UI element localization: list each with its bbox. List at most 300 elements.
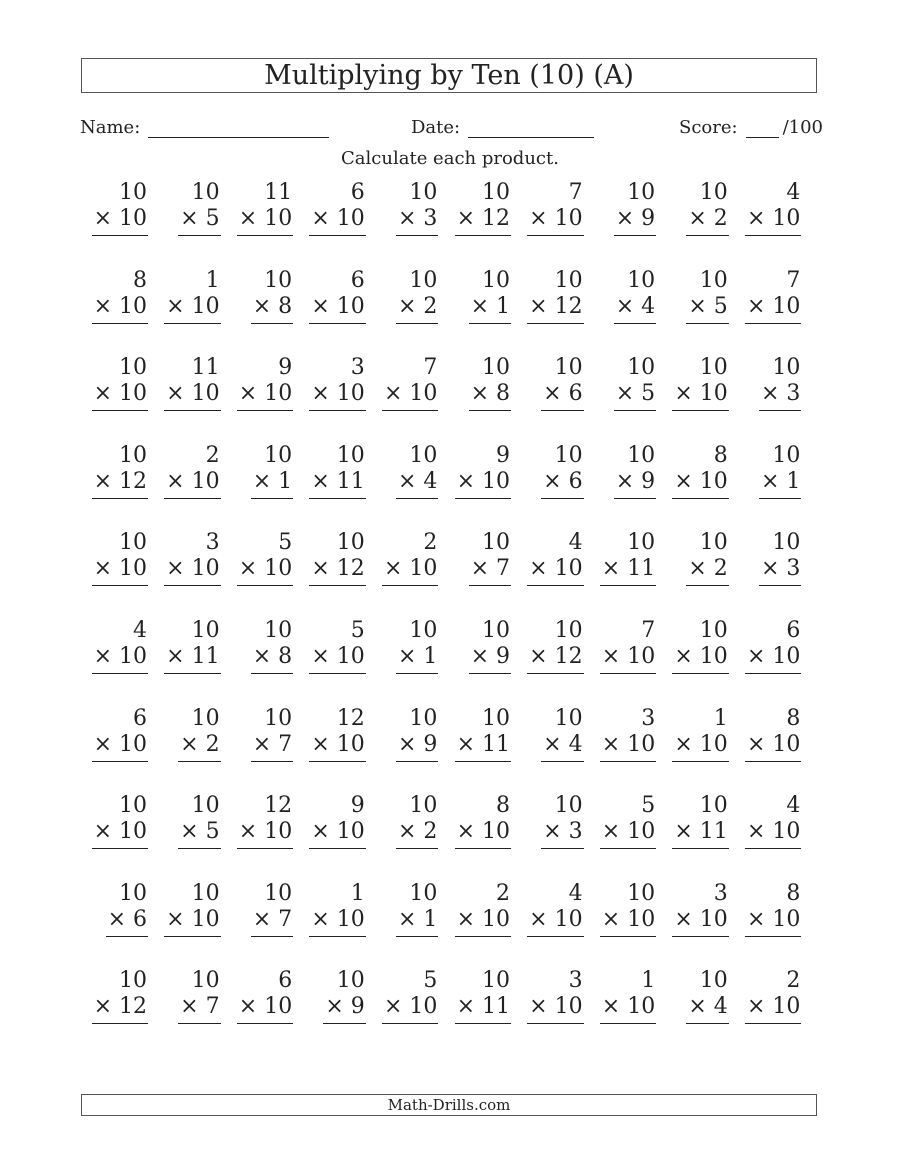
name-label: Name: (80, 117, 141, 138)
multiplicand: 10 (409, 618, 438, 643)
multiplicand: 10 (627, 267, 656, 293)
multiplicand: 6 (786, 618, 801, 643)
multiplicand: 3 (568, 968, 583, 994)
multiplier: × 10 (92, 646, 148, 674)
problem-item (227, 442, 293, 499)
multiplier: × 3 (759, 383, 801, 411)
multiplier: × 10 (745, 296, 801, 324)
multiplicand: 1 (350, 880, 365, 906)
multiplicand: 10 (772, 442, 801, 468)
multiplier: × 12 (527, 296, 583, 324)
multiplicand: 10 (191, 793, 220, 819)
multiplier: × 5 (614, 383, 656, 411)
multiplier: × 10 (237, 558, 293, 586)
date-label: Date: (411, 117, 461, 138)
problem-item (663, 267, 729, 324)
multiplicand: 10 (119, 180, 147, 205)
multiplicand: 7 (786, 267, 801, 293)
multiplier: × 10 (237, 208, 293, 236)
multiplicand: 8 (133, 267, 147, 293)
multiplier: × 1 (759, 471, 801, 499)
multiplicand: 5 (641, 793, 656, 819)
problem-item (590, 970, 656, 1024)
multiplier: × 2 (178, 734, 220, 762)
multiplier: × 10 (309, 646, 365, 674)
multiplicand: 10 (264, 705, 293, 731)
instruction-text: Calculate each product. (341, 148, 559, 169)
multiplicand: 10 (264, 442, 293, 468)
multiplier: × 10 (309, 909, 365, 937)
problem-item (518, 357, 584, 411)
problem-item (445, 795, 511, 849)
multiplicand: 11 (264, 180, 293, 205)
multiplicand: 5 (278, 530, 293, 556)
multiplier: × 11 (309, 471, 365, 499)
footer-box (81, 1094, 817, 1116)
multiplicand: 10 (409, 705, 438, 731)
problem-item (82, 267, 148, 324)
multiplicand: 10 (191, 180, 220, 205)
multiplier: × 4 (541, 734, 583, 762)
problem-item (663, 442, 729, 499)
multiplicand: 10 (409, 880, 438, 906)
multiplier: × 7 (178, 996, 220, 1024)
multiplier: × 6 (106, 909, 148, 937)
multiplicand: 10 (264, 618, 293, 643)
multiplicand: 3 (641, 705, 656, 731)
multiplicand: 10 (627, 355, 656, 381)
multiplicand: 10 (409, 442, 438, 468)
multiplicand: 10 (119, 442, 147, 468)
multiplier: × 8 (469, 383, 511, 411)
multiplier: × 10 (600, 646, 656, 674)
multiplicand: 2 (496, 880, 510, 906)
problem-item (518, 620, 584, 674)
multiplicand: 10 (627, 180, 656, 205)
problem-item (518, 532, 584, 586)
multiplier: × 10 (672, 646, 728, 674)
problem-item (82, 532, 148, 586)
problem-item (372, 620, 438, 674)
multiplier: × 10 (92, 558, 148, 586)
multiplier: × 10 (600, 734, 656, 762)
multiplier: × 7 (469, 558, 511, 586)
multiplicand: 10 (264, 880, 293, 906)
multiplier: × 10 (527, 558, 583, 586)
multiplier: × 10 (600, 909, 656, 937)
multiplier: × 5 (686, 296, 728, 324)
multiplicand: 10 (699, 530, 728, 556)
multiplicand: 8 (496, 793, 510, 819)
problem-item (445, 532, 511, 586)
multiplier: × 8 (251, 646, 293, 674)
multiplicand: 4 (568, 530, 583, 556)
problem-item (590, 442, 656, 499)
multiplier: × 10 (164, 558, 220, 586)
multiplier: × 3 (759, 558, 801, 586)
multiplier: × 9 (469, 646, 511, 674)
multiplicand: 6 (350, 267, 365, 293)
problem-item (82, 705, 148, 762)
problem-item (445, 182, 511, 236)
multiplier: × 11 (600, 558, 656, 586)
multiplicand: 12 (336, 705, 365, 731)
multiplier: × 2 (396, 821, 438, 849)
multiplier: × 10 (237, 996, 293, 1024)
problem-item (735, 795, 801, 849)
multiplicand: 10 (699, 267, 728, 293)
multiplier: × 4 (396, 471, 438, 499)
problem-item (590, 182, 656, 236)
problem-item (155, 795, 221, 849)
multiplicand: 10 (699, 355, 728, 381)
multiplicand: 10 (482, 968, 510, 994)
problem-item (445, 442, 511, 499)
problem-item (155, 182, 221, 236)
problem-item (590, 357, 656, 411)
multiplier: × 10 (527, 909, 583, 937)
problem-item (735, 880, 801, 937)
problem-item (445, 705, 511, 762)
multiplicand: 10 (627, 442, 656, 468)
problem-item (82, 182, 148, 236)
problem-item (663, 620, 729, 674)
multiplicand: 10 (119, 880, 147, 906)
problem-item (518, 970, 584, 1024)
problem-item (300, 795, 366, 849)
multiplicand: 10 (627, 530, 656, 556)
footer-text: Math-Drills.com (387, 1096, 511, 1114)
multiplicand: 10 (482, 530, 510, 556)
multiplicand: 2 (423, 530, 438, 556)
multiplier: × 11 (455, 996, 511, 1024)
multiplier: × 10 (600, 996, 656, 1024)
multiplicand: 10 (627, 880, 656, 906)
multiplicand: 10 (191, 705, 220, 731)
problem-item (590, 532, 656, 586)
multiplier: × 10 (92, 383, 148, 411)
problem-item (82, 880, 148, 937)
problem-item (82, 442, 148, 499)
multiplicand: 1 (713, 705, 728, 731)
problem-item (735, 357, 801, 411)
problem-item (735, 267, 801, 324)
multiplier: × 10 (309, 383, 365, 411)
multiplier: × 1 (396, 909, 438, 937)
multiplier: × 10 (600, 821, 656, 849)
multiplier: × 10 (164, 296, 220, 324)
problem-item (155, 620, 221, 674)
problem-item (663, 182, 729, 236)
problem-item (155, 532, 221, 586)
problem-item (227, 357, 293, 411)
multiplicand: 10 (699, 793, 728, 819)
multiplier: × 9 (396, 734, 438, 762)
multiplier: × 10 (237, 821, 293, 849)
multiplier: × 10 (92, 208, 148, 236)
problem-item (372, 795, 438, 849)
problem-item (372, 442, 438, 499)
problem-item (82, 620, 148, 674)
problem-item (227, 267, 293, 324)
multiplier: × 9 (323, 996, 365, 1024)
multiplier: × 10 (164, 909, 220, 937)
multiplicand: 10 (336, 530, 365, 556)
problem-item (372, 880, 438, 937)
multiplicand: 10 (409, 793, 438, 819)
multiplier: × 12 (527, 646, 583, 674)
multiplier: × 10 (455, 821, 511, 849)
multiplier: × 10 (672, 383, 728, 411)
multiplicand: 4 (568, 880, 583, 906)
multiplicand: 3 (713, 880, 728, 906)
problem-item (82, 357, 148, 411)
multiplicand: 10 (409, 180, 438, 205)
multiplicand: 10 (119, 530, 147, 556)
name-field (80, 112, 329, 138)
score-label: Score: (679, 117, 738, 138)
problem-item (300, 182, 366, 236)
multiplier: × 7 (251, 734, 293, 762)
multiplicand: 10 (482, 180, 510, 205)
multiplicand: 10 (264, 267, 293, 293)
multiplier: × 10 (672, 909, 728, 937)
multiplicand: 10 (482, 705, 510, 731)
problem-item (735, 442, 801, 499)
score-blank-line (746, 117, 779, 138)
multiplicand: 10 (699, 618, 728, 643)
multiplier: × 10 (164, 471, 220, 499)
problem-item (300, 880, 366, 937)
multiplier: × 10 (745, 734, 801, 762)
problem-item (300, 357, 366, 411)
multiplicand: 10 (554, 355, 583, 381)
multiplicand: 10 (336, 442, 365, 468)
multiplicand: 7 (423, 355, 438, 381)
problem-item (518, 880, 584, 937)
problem-item (445, 267, 511, 324)
multiplier: × 10 (309, 734, 365, 762)
multiplicand: 5 (350, 618, 365, 643)
multiplicand: 8 (713, 442, 728, 468)
problem-item (518, 267, 584, 324)
problem-item (227, 880, 293, 937)
multiplicand: 10 (772, 530, 801, 556)
multiplicand: 10 (191, 968, 220, 994)
problem-item (155, 970, 221, 1024)
multiplicand: 10 (699, 968, 728, 994)
problem-item (82, 795, 148, 849)
multiplier: × 11 (672, 821, 728, 849)
multiplier: × 7 (251, 909, 293, 937)
score-field (679, 112, 823, 138)
multiplicand: 9 (350, 793, 365, 819)
multiplier: × 8 (251, 296, 293, 324)
multiplier: × 10 (745, 821, 801, 849)
multiplier: × 9 (614, 471, 656, 499)
multiplier: × 10 (92, 821, 148, 849)
problem-item (155, 705, 221, 762)
multiplicand: 10 (772, 355, 801, 381)
multiplier: × 10 (672, 734, 728, 762)
problem-item (663, 532, 729, 586)
problem-item (735, 532, 801, 586)
problem-item (227, 795, 293, 849)
problem-item (590, 705, 656, 762)
problem-item (372, 182, 438, 236)
multiplicand: 10 (482, 355, 510, 381)
multiplier: × 2 (396, 296, 438, 324)
multiplier: × 10 (382, 996, 438, 1024)
multiplicand: 5 (423, 968, 438, 994)
multiplicand: 2 (786, 968, 801, 994)
multiplier: × 10 (309, 208, 365, 236)
multiplier: × 11 (164, 646, 220, 674)
multiplier: × 10 (455, 909, 511, 937)
multiplier: × 11 (455, 734, 511, 762)
multiplicand: 4 (133, 618, 147, 643)
multiplicand: 10 (554, 705, 583, 731)
problem-item (663, 357, 729, 411)
multiplicand: 3 (350, 355, 365, 381)
problem-item (518, 182, 584, 236)
problem-item (155, 442, 221, 499)
multiplier: × 10 (672, 471, 728, 499)
problem-item (663, 795, 729, 849)
problem-item (372, 705, 438, 762)
multiplier: × 10 (745, 909, 801, 937)
multiplier: × 3 (396, 208, 438, 236)
multiplier: × 10 (92, 296, 148, 324)
problem-item (155, 357, 221, 411)
multiplicand: 7 (568, 180, 583, 205)
problem-item (735, 705, 801, 762)
multiplier: × 12 (92, 996, 148, 1024)
problem-item (300, 620, 366, 674)
multiplicand: 1 (205, 267, 220, 293)
problem-item (155, 267, 221, 324)
multiplier: × 10 (745, 996, 801, 1024)
multiplicand: 6 (278, 968, 293, 994)
problem-item (227, 970, 293, 1024)
problem-item (518, 795, 584, 849)
problem-item (590, 620, 656, 674)
problem-item (300, 532, 366, 586)
multiplier: × 4 (686, 996, 728, 1024)
multiplicand: 10 (554, 618, 583, 643)
problem-item (590, 880, 656, 937)
multiplier: × 10 (455, 471, 511, 499)
multiplier: × 2 (686, 558, 728, 586)
problem-item (300, 970, 366, 1024)
multiplicand: 10 (482, 267, 510, 293)
multiplicand: 10 (119, 355, 147, 381)
problem-item (227, 532, 293, 586)
problem-item (300, 442, 366, 499)
problem-item (372, 532, 438, 586)
problem-item (445, 620, 511, 674)
problem-item (227, 620, 293, 674)
multiplicand: 2 (205, 442, 220, 468)
multiplier: × 1 (396, 646, 438, 674)
multiplicand: 9 (496, 442, 510, 468)
multiplier: × 10 (527, 208, 583, 236)
multiplier: × 12 (455, 208, 511, 236)
problem-item (227, 705, 293, 762)
multiplicand: 11 (191, 355, 220, 381)
multiplier: × 10 (164, 383, 220, 411)
multiplicand: 12 (264, 793, 293, 819)
multiplier: × 12 (309, 558, 365, 586)
multiplicand: 8 (786, 880, 801, 906)
multiplicand: 7 (641, 618, 656, 643)
multiplier: × 1 (469, 296, 511, 324)
multiplier: × 10 (745, 646, 801, 674)
multiplicand: 10 (554, 442, 583, 468)
problem-item (372, 970, 438, 1024)
multiplicand: 3 (205, 530, 220, 556)
multiplier: × 10 (309, 821, 365, 849)
multiplier: × 10 (382, 558, 438, 586)
problem-item (518, 705, 584, 762)
multiplier: × 10 (237, 383, 293, 411)
problem-item (372, 267, 438, 324)
problem-item (445, 970, 511, 1024)
multiplicand: 10 (119, 968, 147, 994)
multiplier: × 2 (686, 208, 728, 236)
score-total: /100 (782, 117, 823, 138)
problem-item (518, 442, 584, 499)
multiplier: × 10 (382, 383, 438, 411)
multiplicand: 10 (554, 267, 583, 293)
name-blank-line (148, 117, 329, 138)
multiplier: × 10 (527, 996, 583, 1024)
problem-item (735, 182, 801, 236)
worksheet-title-box (81, 58, 817, 93)
multiplicand: 10 (336, 968, 365, 994)
problem-item (735, 970, 801, 1024)
multiplicand: 10 (119, 793, 147, 819)
problem-item (227, 182, 293, 236)
multiplicand: 1 (641, 968, 656, 994)
multiplier: × 10 (309, 296, 365, 324)
multiplier: × 3 (541, 821, 583, 849)
problem-item (590, 795, 656, 849)
problem-item (155, 880, 221, 937)
multiplier: × 4 (614, 296, 656, 324)
multiplicand: 6 (133, 705, 147, 731)
problem-item (663, 705, 729, 762)
multiplicand: 10 (482, 618, 510, 643)
problem-item (82, 970, 148, 1024)
multiplier: × 5 (178, 821, 220, 849)
multiplicand: 8 (786, 705, 801, 731)
date-field (411, 112, 594, 138)
problem-item (735, 620, 801, 674)
problem-item (300, 705, 366, 762)
multiplier: × 5 (178, 208, 220, 236)
problem-item (663, 970, 729, 1024)
multiplicand: 10 (191, 618, 220, 643)
date-blank-line (468, 117, 594, 138)
problem-item (372, 357, 438, 411)
multiplicand: 10 (554, 793, 583, 819)
multiplicand: 10 (699, 180, 728, 205)
multiplicand: 10 (409, 267, 438, 293)
problem-item (445, 880, 511, 937)
multiplicand: 4 (786, 180, 801, 205)
multiplier: × 6 (541, 471, 583, 499)
